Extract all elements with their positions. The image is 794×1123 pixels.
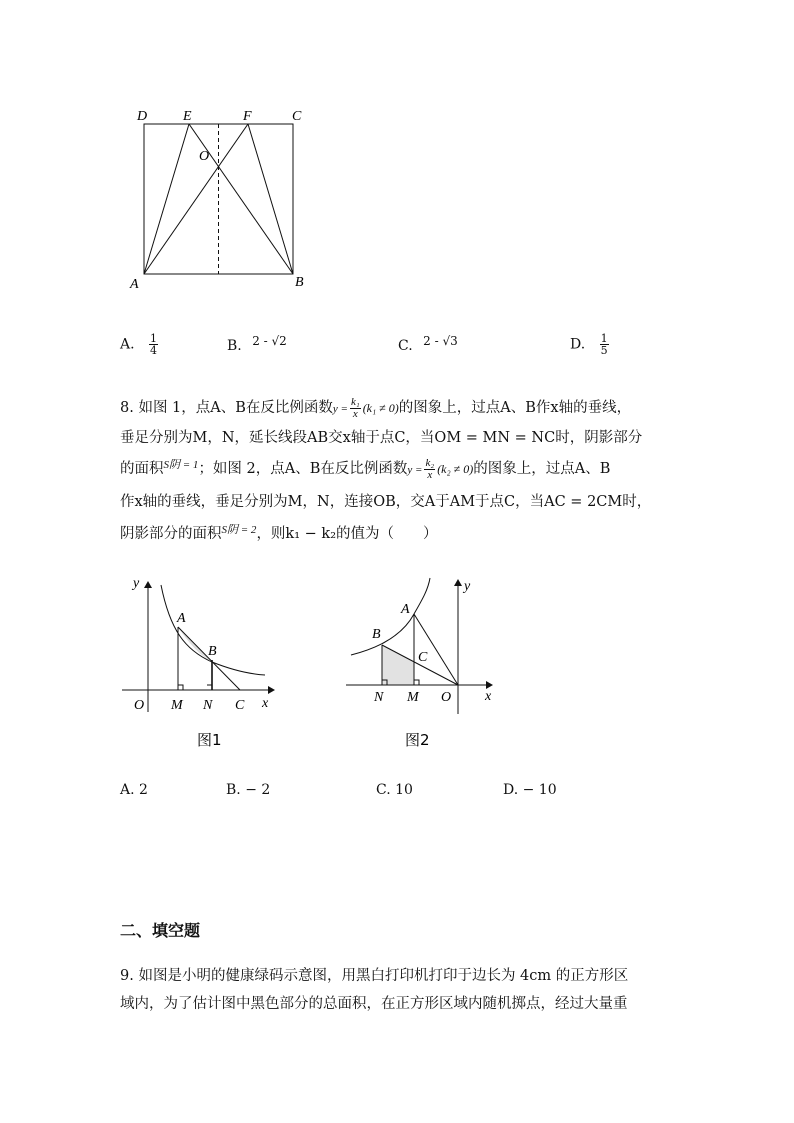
q8-func2-y: y = (407, 464, 423, 476)
q8-line-4: 作x轴的垂线，垂足分别为M，N，连接OB，交A于AM于点C，当AC = 2CM时， (120, 494, 652, 510)
q7-option-b-value: 2 - √2 (252, 334, 287, 348)
q8-func1-denominator: x (352, 407, 358, 420)
q8-area-1: S阴 = 1 (163, 459, 199, 471)
fig1-label-m: M (171, 698, 183, 713)
label-a: A (130, 277, 139, 292)
fig2-shaded-region (382, 645, 414, 685)
q7-option-a-numerator: 1 (150, 332, 158, 345)
q8-option-d[interactable]: D. − 10 (503, 782, 557, 798)
fig2-label-o: O (441, 690, 452, 705)
q9-line-2: 域内，为了估计图中黑色部分的总面积，在正方形区域内随机掷点，经过大量重 (120, 996, 628, 1012)
fig1-label-y: y (133, 576, 140, 591)
label-c: C (292, 109, 302, 124)
q7-option-c-label: C. (398, 338, 413, 354)
q9-line-1: 9. 如图是小明的健康绿码示意图，用黑白打印机打印于边长为 4cm 的正方形区 (120, 968, 629, 984)
q8-text-1b: 的图象上，过点A、B作x轴的垂线， (398, 400, 632, 416)
q8-func2-denominator: x (427, 468, 433, 481)
fig1-label-n: N (203, 698, 213, 713)
q8-option-a[interactable]: A. 2 (120, 782, 148, 798)
fig1-label-o: O (134, 698, 145, 713)
q8-func2-numerator: k₂ (425, 456, 435, 469)
q7-option-b-label: B. (227, 338, 242, 354)
fig2-label-n: N (374, 690, 384, 705)
fig2-label-a: A (401, 602, 410, 617)
q8-func1-condition: (k₁ ≠ 0) (362, 401, 399, 415)
q8-func1-y: y = (332, 403, 348, 415)
q7-option-d-label: D. (570, 336, 586, 353)
q8-func1-numerator: k₁ (350, 395, 360, 408)
q8-option-c[interactable]: C. 10 (376, 782, 413, 798)
q7-option-d-numerator: 1 (600, 332, 608, 345)
fig2-label-x: x (485, 689, 492, 704)
q8-text-1a: 8. 如图 1，点A、B在反比例函数 (120, 400, 333, 416)
q8-text-3b: ；如图 2，点A、B在反比例函数 (198, 461, 408, 477)
q8-area-2: S阴 = 2 (221, 524, 257, 536)
q8-func2-condition: (k₂ ≠ 0) (437, 462, 474, 476)
q7-option-a-label: A. (120, 336, 135, 353)
q7-option-a-denominator: 4 (150, 344, 158, 357)
q7-option-c-value: 2 - √3 (423, 334, 458, 348)
q8-text-3a: 的面积 (120, 461, 164, 477)
fig1-label-a: A (177, 611, 186, 626)
q8-text-3c: 的图象上，过点A、B (473, 461, 611, 477)
q7-option-d-denominator: 5 (600, 344, 608, 357)
fig2-label-m: M (407, 690, 419, 705)
section-title-fill-in: 二、填空题 (120, 921, 201, 940)
q8-text-5a: 阴影部分的面积 (120, 526, 222, 542)
fig2-caption: 图2 (405, 731, 430, 749)
fig1-caption: 图1 (197, 731, 222, 749)
fig1-label-b: B (208, 644, 217, 659)
fig2-label-c: C (418, 650, 428, 665)
q8-line-2: 垂足分别为M，N，延长线段AB交x轴于点C，当OM = MN = NC时，阴影部分 (120, 430, 643, 446)
q8-option-b[interactable]: B. − 2 (226, 782, 271, 798)
q8-text-5b: ，则k₁ − k₂的值为（ ） (256, 526, 438, 542)
fig1-label-c: C (235, 698, 245, 713)
fig1-label-x: x (262, 696, 269, 711)
fig2-label-y: y (464, 579, 471, 594)
fig2-label-b: B (372, 627, 381, 642)
fig2-hyperbola (351, 578, 430, 655)
label-o: O (199, 149, 210, 164)
fig2-right-angle-m (414, 680, 419, 685)
label-e: E (183, 109, 192, 124)
label-b: B (295, 275, 304, 290)
label-d: D (137, 109, 148, 124)
label-f: F (243, 109, 252, 124)
